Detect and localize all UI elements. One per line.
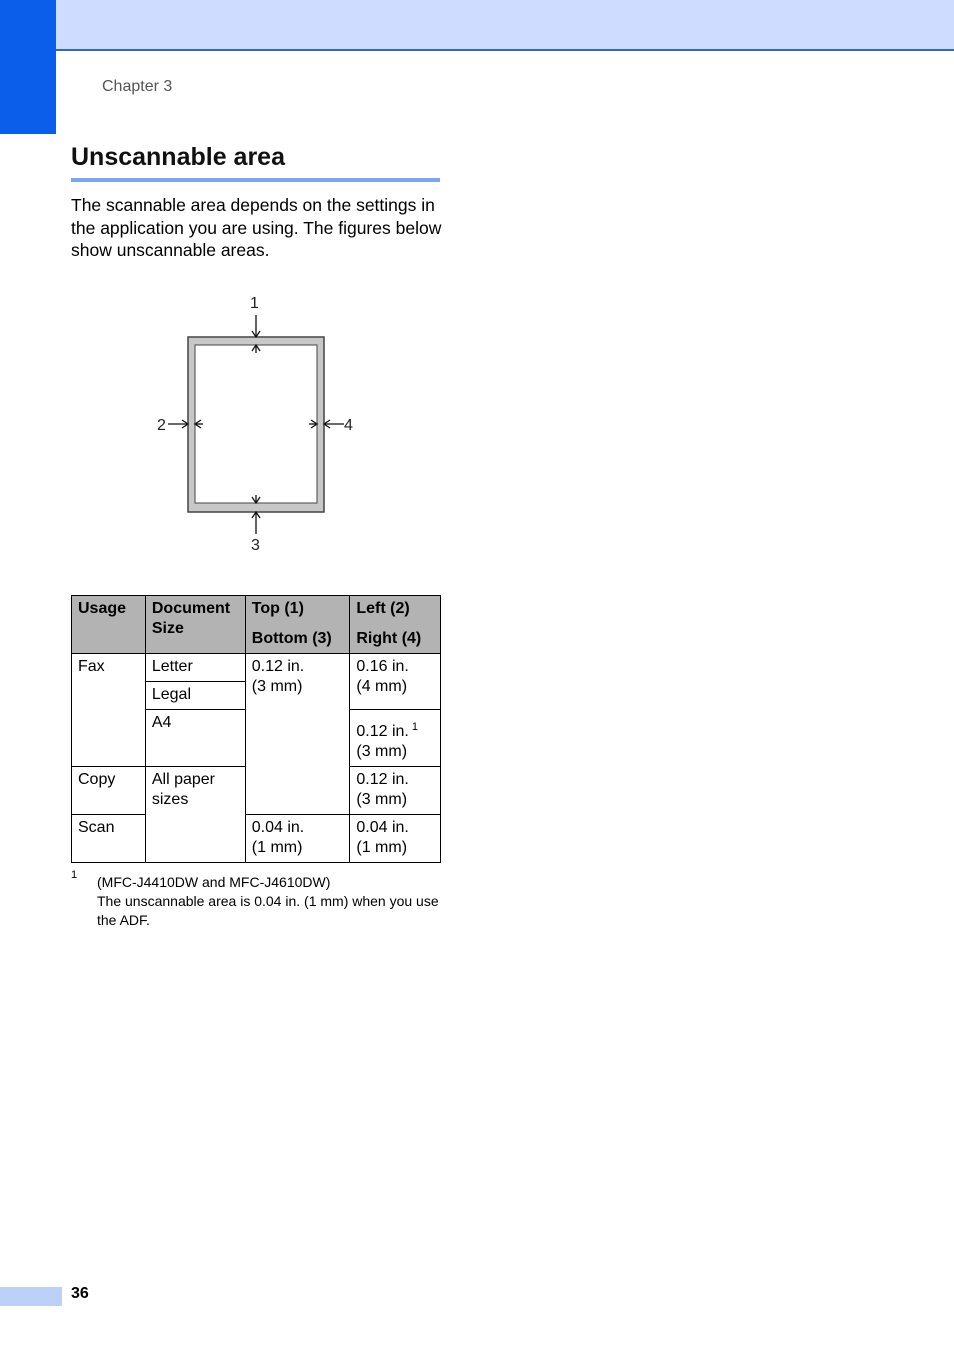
header-document-size: Document Size: [145, 596, 245, 654]
label-right: 4: [344, 417, 353, 434]
scannable-region: [195, 345, 317, 503]
cell-size-a4: A4: [145, 710, 245, 767]
cell-all-paper-sizes: All paper sizes: [145, 767, 245, 863]
header-left: Left (2): [356, 600, 410, 617]
table-header-row: [72, 596, 441, 654]
label-left: 2: [157, 417, 166, 434]
cell-fax-copy-top-bottom: 0.12 in. (3 mm): [245, 654, 350, 815]
cell-copy-usage: Copy: [72, 767, 146, 815]
cell-scan-usage: Scan: [72, 815, 146, 863]
table-row: [72, 815, 441, 863]
chapter-tab: [0, 0, 56, 134]
table-row: [72, 654, 441, 682]
unscannable-area-table: [71, 595, 441, 863]
cell-size-legal: Legal: [145, 682, 245, 710]
chapter-label: Chapter 3: [102, 78, 173, 95]
header-band: [0, 0, 954, 51]
footnote-mark: 1: [71, 869, 78, 881]
header-usage: Usage: [72, 596, 146, 654]
cell-size-letter: Letter: [145, 654, 245, 682]
section-title: Unscannable area: [71, 143, 285, 171]
footnote-text: [97, 873, 442, 930]
header-right: Right (4): [356, 630, 422, 647]
cell-fax-usage: Fax: [72, 654, 146, 767]
page-tab: [0, 1287, 62, 1306]
cell-copy-left-right: 0.12 in. (3 mm): [350, 767, 441, 815]
cell-scan-left-right: 0.04 in. (1 mm): [350, 815, 441, 863]
footnote-ref: 1: [411, 721, 418, 733]
unscannable-area-diagram: [150, 290, 365, 560]
header-top: Top (1): [251, 600, 304, 617]
label-top: 1: [250, 295, 259, 312]
footnote-line-2: The unscannable area is 0.04 in. (1 mm) when you use the ADF.: [97, 893, 439, 928]
cell-scan-top-bottom: 0.04 in. (1 mm): [245, 815, 350, 863]
intro-paragraph: The scannable area depends on the settings in the application you are using. The figures below show unscannable areas.: [71, 195, 442, 260]
label-bottom: 3: [251, 537, 260, 554]
cell-letter-legal-left-right: 0.16 in. (4 mm): [350, 654, 441, 710]
page-number: 36: [71, 1285, 89, 1302]
header-left-right: [350, 596, 441, 654]
cell-a4-left-right: 0.12 in. $^1$ (3 mm): [350, 710, 441, 767]
header-bottom: Bottom (3): [251, 630, 332, 647]
footnote-line-1: (MFC-J4410DW and MFC-J4610DW): [97, 874, 331, 890]
title-underline: [71, 178, 440, 182]
header-top-bottom: [245, 596, 350, 654]
